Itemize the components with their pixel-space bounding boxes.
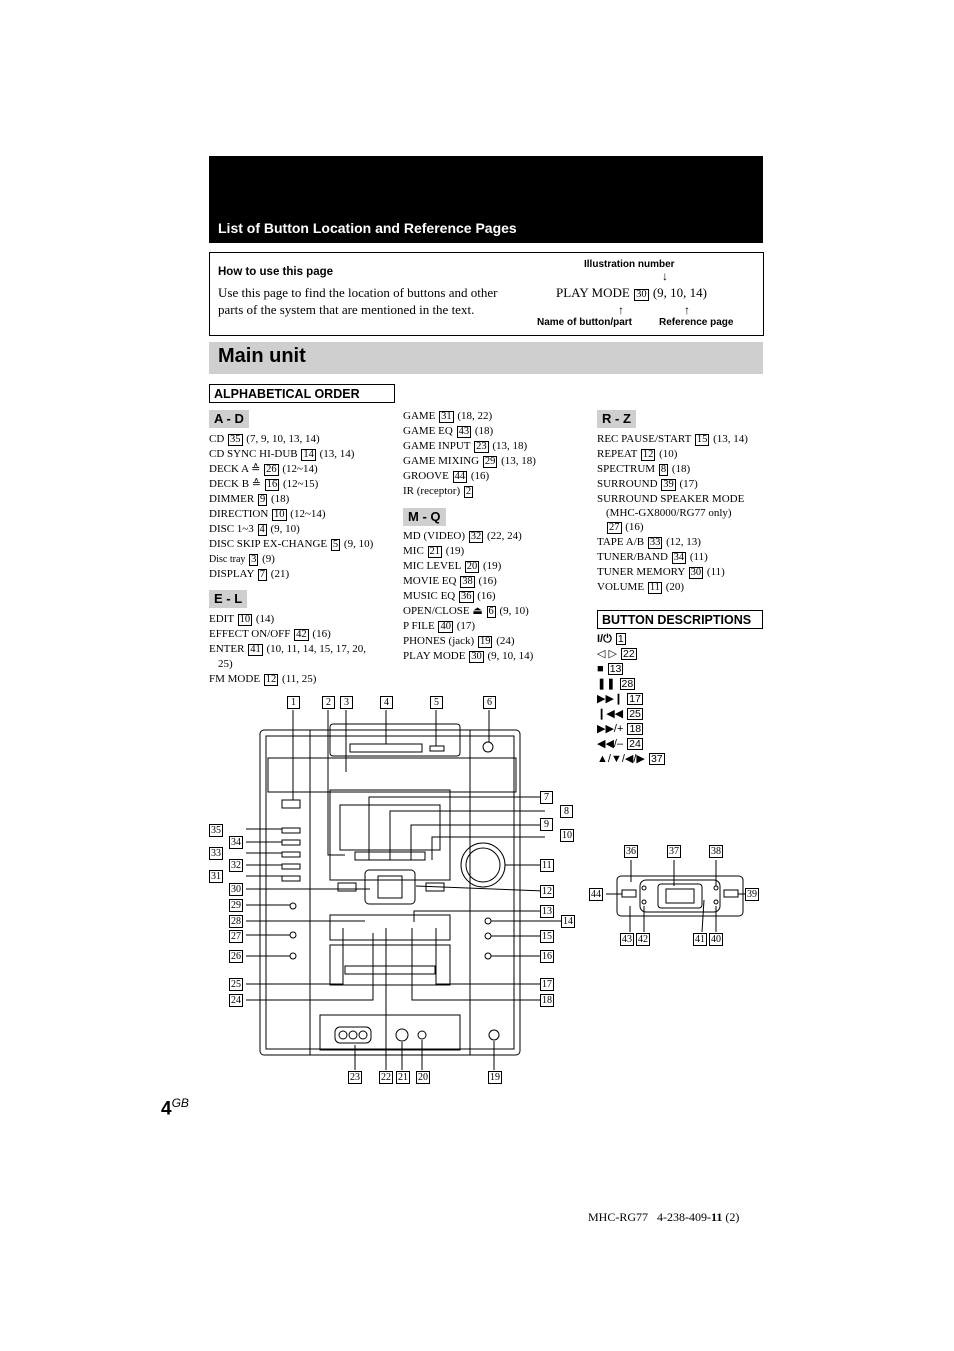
callout-15: 15 bbox=[542, 931, 552, 942]
callout-23: 23 bbox=[350, 1072, 360, 1083]
list-item: ❚❚ 28 bbox=[597, 678, 634, 690]
list-item: FM MODE 12 (11, 25) bbox=[209, 673, 317, 685]
group-m-q: M - Q bbox=[403, 508, 446, 526]
group-e-l: E - L bbox=[209, 590, 247, 608]
callout-41: 41 bbox=[695, 934, 705, 945]
callout-18: 18 bbox=[542, 995, 552, 1006]
group-a-d: A - D bbox=[209, 410, 249, 428]
callout-26: 26 bbox=[231, 951, 241, 962]
callout-6: 6 bbox=[483, 696, 496, 709]
list-item-cont: 27 (16) bbox=[609, 521, 644, 533]
callout-44: 44 bbox=[591, 889, 601, 900]
callout-24: 24 bbox=[231, 995, 241, 1006]
callout-39: 39 bbox=[747, 889, 757, 900]
example-number: 30 bbox=[636, 289, 647, 300]
callout-11: 11 bbox=[542, 860, 552, 871]
list-item: GAME INPUT 23 (13, 18) bbox=[403, 440, 528, 452]
list-item: REPEAT 12 (10) bbox=[597, 448, 678, 460]
callout-14: 14 bbox=[563, 916, 573, 927]
callout-1: 1 bbox=[287, 696, 300, 709]
callout-34: 34 bbox=[231, 837, 241, 848]
callout-33: 33 bbox=[211, 848, 221, 859]
list-item: DIRECTION 10 (12~14) bbox=[209, 508, 326, 520]
callout-36: 36 bbox=[626, 846, 636, 857]
list-a-d bbox=[209, 432, 373, 582]
callout-40: 40 bbox=[711, 934, 721, 945]
header-band bbox=[209, 156, 763, 243]
list-item: PHONES (jack) 19 (24) bbox=[403, 635, 515, 647]
list-item: SURROUND SPEAKER MODE bbox=[597, 493, 745, 505]
list-item: MOVIE EQ 38 (16) bbox=[403, 575, 497, 587]
name-label: Name of button/part bbox=[537, 317, 632, 328]
howto-example bbox=[556, 285, 707, 301]
list-e-l bbox=[209, 612, 366, 687]
callout-28: 28 bbox=[231, 916, 241, 927]
callout-13: 13 bbox=[542, 906, 552, 917]
callout-42: 42 bbox=[638, 934, 648, 945]
callout-37: 37 bbox=[669, 846, 679, 857]
callout-25: 25 bbox=[231, 979, 241, 990]
list-item: TUNER MEMORY 30 (11) bbox=[597, 566, 725, 578]
illustration-number-label: Illustration number bbox=[584, 259, 675, 270]
arrow-up-icon: ↑ bbox=[618, 303, 624, 317]
list-item: DECK B ≙ 16 (12~15) bbox=[209, 478, 319, 490]
list-item: GAME EQ 43 (18) bbox=[403, 425, 494, 437]
list-item: Disc tray 3 (9) bbox=[209, 553, 275, 565]
list-item: PLAY MODE 30 (9, 10, 14) bbox=[403, 650, 534, 662]
list-item: REC PAUSE/START 15 (13, 14) bbox=[597, 433, 748, 445]
group-r-z: R - Z bbox=[597, 410, 636, 428]
callout-32: 32 bbox=[231, 860, 241, 871]
howto-title: How to use this page bbox=[218, 266, 334, 278]
list-item: TAPE A/B 33 (12, 13) bbox=[597, 536, 701, 548]
arrow-down-icon: ↓ bbox=[662, 269, 668, 283]
list-item: CD 35 (7, 9, 10, 13, 14) bbox=[209, 433, 320, 445]
callout-30: 30 bbox=[231, 884, 241, 895]
callout-10: 10 bbox=[562, 830, 572, 841]
list-item: MIC 21 (19) bbox=[403, 545, 465, 557]
list-item-cont: 25) bbox=[218, 658, 233, 670]
callout-8: 8 bbox=[560, 805, 573, 818]
list-g bbox=[403, 409, 536, 499]
callout-22: 22 bbox=[381, 1072, 391, 1083]
callout-17: 17 bbox=[542, 979, 552, 990]
example-name: PLAY MODE bbox=[556, 285, 630, 300]
list-item: GAME 31 (18, 22) bbox=[403, 410, 493, 422]
main-unit-drawing bbox=[200, 690, 590, 1090]
list-item: EFFECT ON/OFF 42 (16) bbox=[209, 628, 331, 640]
list-item: MUSIC EQ 36 (16) bbox=[403, 590, 496, 602]
list-item: SPECTRUM 8 (18) bbox=[597, 463, 691, 475]
callout-27: 27 bbox=[231, 931, 241, 942]
list-item: ■ 13 bbox=[597, 663, 622, 675]
list-item: VOLUME 11 (20) bbox=[597, 581, 685, 593]
button-descriptions-heading: BUTTON DESCRIPTIONS bbox=[597, 610, 763, 629]
list-item: GROOVE 44 (16) bbox=[403, 470, 490, 482]
callout-21: 21 bbox=[398, 1072, 408, 1083]
callout-7: 7 bbox=[540, 791, 553, 804]
callout-4: 4 bbox=[380, 696, 393, 709]
list-item-cont: (MHC-GX8000/RG77 only) bbox=[606, 507, 732, 519]
callout-9: 9 bbox=[540, 818, 553, 831]
list-item: OPEN/CLOSE ⏏ 6 (9, 10) bbox=[403, 605, 529, 617]
list-item: DISC 1~3 4 (9, 10) bbox=[209, 523, 300, 535]
callout-5: 5 bbox=[430, 696, 443, 709]
callout-16: 16 bbox=[542, 951, 552, 962]
list-item: SURROUND 39 (17) bbox=[597, 478, 698, 490]
example-pages: (9, 10, 14) bbox=[652, 285, 707, 300]
list-item: I/⏻ 1 bbox=[597, 633, 624, 645]
header-title: List of Button Location and Reference Pages bbox=[218, 220, 517, 236]
list-button-descriptions bbox=[597, 632, 666, 767]
section-title: Main unit bbox=[218, 345, 306, 367]
list-item: IR (receptor) 2 bbox=[403, 485, 472, 497]
list-item: ▲/▼/◀/▶ 37 bbox=[597, 753, 663, 765]
list-item: ▶▶❙ 17 bbox=[597, 693, 641, 705]
list-item: ▶▶/+ 18 bbox=[597, 723, 642, 735]
footer: MHC-RG77 4-238-409-11 (2) bbox=[588, 1210, 740, 1224]
list-item: CD SYNC HI-DUB 14 (13, 14) bbox=[209, 448, 355, 460]
list-item: ◀◀/– 24 bbox=[597, 738, 641, 750]
callout-31: 31 bbox=[211, 871, 221, 882]
callout-20: 20 bbox=[418, 1072, 428, 1083]
list-r-z bbox=[597, 432, 748, 595]
list-item: DIMMER 9 (18) bbox=[209, 493, 290, 505]
reference-label: Reference page bbox=[659, 317, 734, 328]
detail-panel-drawing bbox=[600, 850, 760, 940]
page-number: $4^{GB}$ bbox=[161, 1096, 189, 1120]
callout-35: 35 bbox=[211, 825, 221, 836]
callout-43: 43 bbox=[622, 934, 632, 945]
list-item: ENTER 41 (10, 11, 14, 15, 17, 20, bbox=[209, 643, 366, 655]
list-item: ❙◀◀ 25 bbox=[597, 708, 641, 720]
section-band bbox=[209, 342, 763, 374]
callout-19: 19 bbox=[490, 1072, 500, 1083]
list-item: ◁ ▷ 22 bbox=[597, 648, 635, 660]
callout-3: 3 bbox=[340, 696, 353, 709]
list-item: MD (VIDEO) 32 (22, 24) bbox=[403, 530, 522, 542]
callout-29: 29 bbox=[231, 900, 241, 911]
callout-38: 38 bbox=[711, 846, 721, 857]
howto-body: Use this page to find the location of buttons and other parts of the system that are mentioned in the text. bbox=[218, 285, 498, 317]
alphabetical-order-heading: ALPHABETICAL ORDER bbox=[209, 384, 395, 403]
list-item: EDIT 10 (14) bbox=[209, 613, 275, 625]
list-item: TUNER/BAND 34 (11) bbox=[597, 551, 708, 563]
list-item: DISC SKIP EX-CHANGE 5 (9, 10) bbox=[209, 538, 374, 550]
list-item: GAME MIXING 29 (13, 18) bbox=[403, 455, 536, 467]
callout-2: 2 bbox=[322, 696, 335, 709]
arrow-up-icon: ↑ bbox=[684, 303, 690, 317]
list-item: MIC LEVEL 20 (19) bbox=[403, 560, 502, 572]
list-item: DECK A ≙ 26 (12~14) bbox=[209, 463, 318, 475]
howto-box bbox=[209, 252, 764, 336]
list-m-q bbox=[403, 529, 533, 664]
list-item: DISPLAY 7 (21) bbox=[209, 568, 290, 580]
callout-12: 12 bbox=[542, 886, 552, 897]
list-item: P FILE 40 (17) bbox=[403, 620, 476, 632]
